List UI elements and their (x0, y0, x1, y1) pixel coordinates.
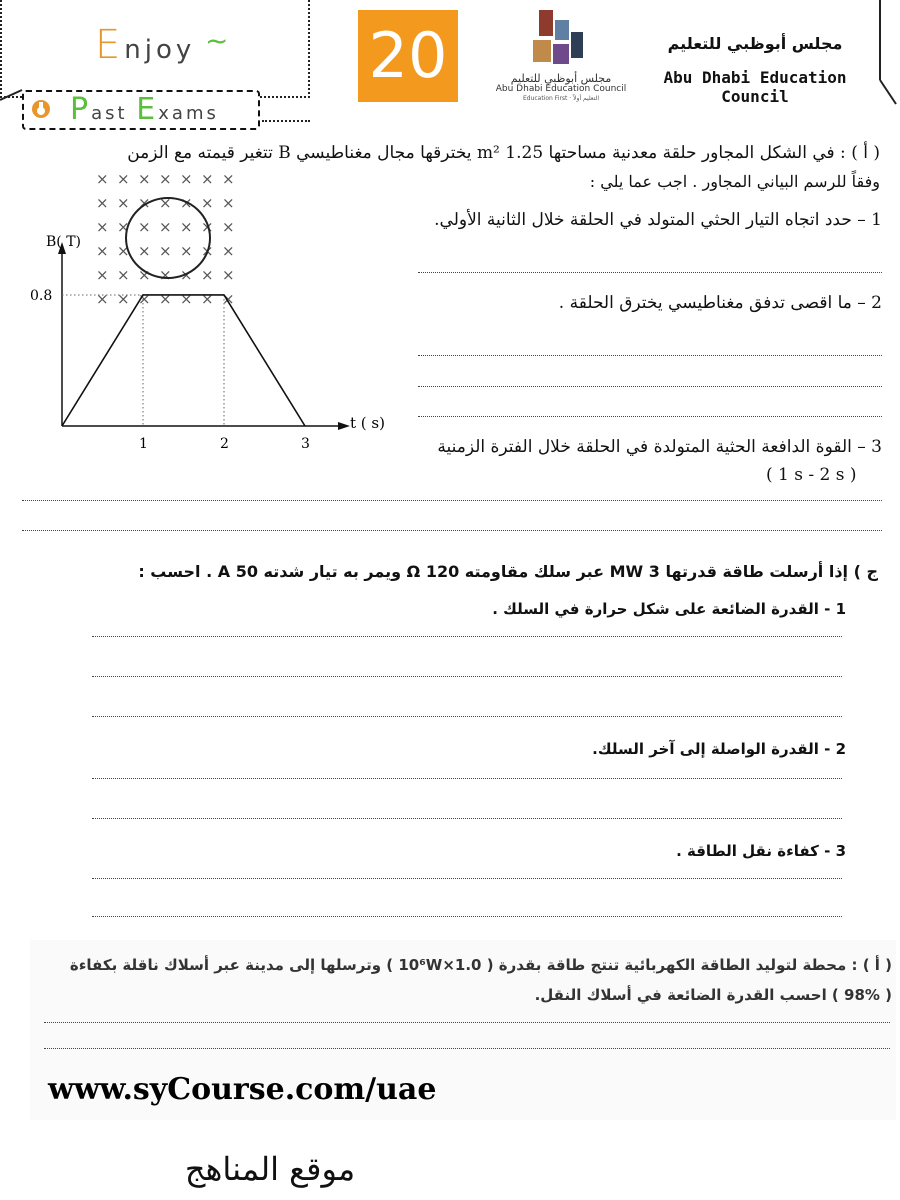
scanned-question-line-1: ( أ ) : محطة لتوليد الطاقة الكهربائية تنتج طاقة بقدرة ( 1.0×10⁶W ) وترسلها إلى مدينة عبر أسلاك ناقلة بكفاءة (69, 956, 892, 974)
logo-arabic-caption: مجلس أبوظبي للتعليم (510, 72, 612, 85)
field-cross-icon: × (96, 218, 109, 236)
enjoy-text (95, 22, 195, 68)
field-cross-icon: × (159, 218, 172, 236)
council-name-english: Abu Dhabi Education Council (663, 68, 847, 106)
enjoy-rest: njoy (124, 35, 196, 65)
question-a-item-2: 2 – ما اقصى تدفق مغناطيسي يخترق الحلقة . (558, 293, 882, 313)
site-name-arabic: موقع المناهج (184, 1150, 356, 1188)
answer-line (418, 386, 882, 387)
field-cross-icon: × (180, 242, 193, 260)
field-cross-icon: × (96, 242, 109, 260)
field-cross-icon: × (138, 218, 151, 236)
header-left-corner (0, 60, 40, 120)
field-cross-icon: × (159, 290, 172, 308)
field-cross-icon: × (138, 170, 151, 188)
logo-english-caption: Abu Dhabi Education Council (495, 84, 627, 94)
field-cross-icon: × (96, 170, 109, 188)
x-axis-label: t ( s) (350, 414, 385, 432)
field-cross-icon: × (201, 194, 214, 212)
field-cross-icon: × (117, 242, 130, 260)
field-cross-icon: × (222, 290, 235, 308)
field-cross-icon: × (180, 290, 193, 308)
field-cross-icon: × (201, 242, 214, 260)
answer-line (92, 778, 842, 779)
question-c-prompt: ج ) إذا أرسلت طاقة قدرتها 3 MW عبر سلك مقاومته 120 Ω ويمر به تيار شدته 50 A . احسب : (138, 562, 878, 581)
field-cross-icon: × (117, 218, 130, 236)
y-tick-label: 0.8 (30, 287, 53, 304)
council-name-arabic: مجلس أبوظبي للتعليم (667, 34, 843, 53)
b-field-series-line (62, 295, 305, 426)
field-cross-icon: × (117, 290, 130, 308)
field-cross-icon: × (201, 290, 214, 308)
field-cross-icon: × (201, 266, 214, 284)
field-cross-icon: × (222, 266, 235, 284)
question-c-item-2: 2 - القدرة الواصلة إلى آخر السلك. (592, 740, 846, 758)
field-cross-icon: × (180, 218, 193, 236)
scanned-question (30, 950, 892, 1010)
adec-logo-icon (525, 6, 595, 72)
field-cross-icon: × (138, 242, 151, 260)
field-cross-icon: × (180, 194, 193, 212)
question-a-item-3-interval: ( 1 s - 2 s ) (766, 465, 857, 485)
question-a-item-1: 1 – حدد اتجاه التيار الحثي المتولد في الحلقة خلال الثانية الأولي. (434, 210, 882, 230)
enjoy-initial: E (95, 22, 125, 68)
x-tick-label: 2 (220, 436, 229, 452)
answer-line (92, 818, 842, 819)
field-cross-icon: × (222, 194, 235, 212)
field-cross-icon: × (222, 218, 235, 236)
question-a-intro: ( أ ) : في الشكل المجاور حلقة معدنية مساحتها 1.25 m² يخترقها مجال مغناطيسي B تتغير قيمته مع الزمن (127, 143, 880, 163)
field-cross-icon: × (180, 170, 193, 188)
header-right-frame (840, 0, 900, 110)
field-cross-icon: × (201, 218, 214, 236)
question-a-item-3: 3 – القوة الدافعة الحثية المتولدة في الحلقة خلال الفترة الزمنية (437, 437, 882, 457)
x-axis-arrow-icon (338, 422, 350, 430)
x-tick-label: 3 (301, 436, 310, 452)
field-cross-icon: × (96, 266, 109, 284)
field-cross-icon: × (222, 242, 235, 260)
site-url[interactable]: www.syCourse.com/uae (48, 1072, 437, 1107)
answer-line (92, 916, 842, 917)
x-tick-label: 1 (139, 436, 148, 452)
field-cross-icon: × (159, 170, 172, 188)
field-cross-icon: × (222, 170, 235, 188)
field-cross-icon: × (117, 266, 130, 284)
page-number-badge: 20 (358, 10, 458, 102)
answer-line (418, 272, 882, 273)
field-cross-icon: × (180, 266, 193, 284)
field-cross-icon: × (117, 170, 130, 188)
answer-line (418, 355, 882, 356)
answer-line (44, 1048, 890, 1049)
question-c-item-3: 3 - كفاءة نقل الطاقة . (676, 842, 846, 860)
field-cross-icon: × (138, 266, 151, 284)
answer-line (418, 416, 882, 417)
b-vs-t-graph (20, 230, 400, 460)
answer-line (44, 1022, 890, 1023)
answer-line (92, 878, 842, 879)
past-exams-text: Past Exams (70, 92, 219, 127)
field-cross-icon: × (201, 170, 214, 188)
header-dotted-rule (262, 120, 310, 122)
field-cross-icon: × (117, 194, 130, 212)
answer-line (92, 716, 842, 717)
field-cross-icon: × (159, 266, 172, 284)
y-axis-label: B( T) (46, 234, 81, 250)
field-cross-icon: × (138, 194, 151, 212)
answer-line (92, 636, 842, 637)
scanned-question-line-2: ( 98% ) احسب القدرة الضائعة في أسلاك النقل. (534, 986, 892, 1004)
field-cross-icon: × (138, 290, 151, 308)
answer-line (22, 530, 882, 531)
answer-line (92, 676, 842, 677)
field-cross-icon: × (159, 194, 172, 212)
question-c-item-1: 1 - القدرة الضائعة على شكل حرارة في السلك . (492, 600, 846, 618)
field-cross-icon: × (96, 290, 109, 308)
answer-line (22, 500, 882, 501)
enjoy-tilde: ~ (205, 24, 229, 57)
field-cross-icon: × (96, 194, 109, 212)
logo-tagline: Education First · التعليم أولاً (522, 95, 600, 102)
field-cross-icon: × (159, 242, 172, 260)
question-a-instruction: وفقاً للرسم البياني المجاور . اجب عما يلي : (589, 172, 880, 191)
